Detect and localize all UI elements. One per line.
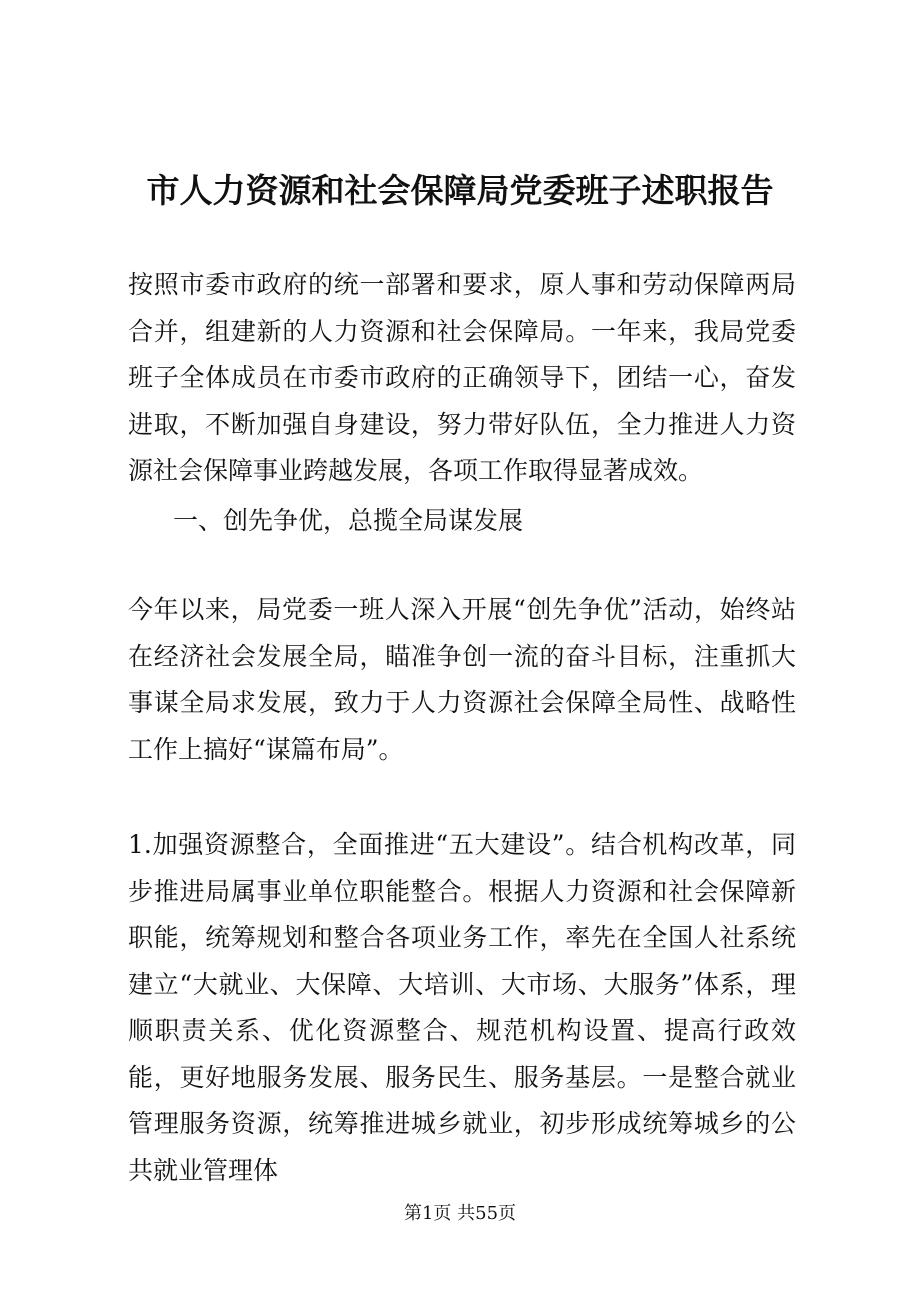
paragraph-section-1: 今年以来，局党委一班人深入开展“创先争优”活动，始终站在经济社会发展全局，瞄准争创一流的奋斗目标，注重抓大事谋全局求发展，致力于人力资源社会保障全局性、战略性工作上搞好“谋篇布局”。: [128, 595, 796, 764]
paragraph-item-1: 1.加强资源整合，全面推进“五大建设”。结合机构改革，同步推进局属事业单位职能整合。根据人力资源和社会保障新职能，统筹规划和整合各项业务工作，率先在全国人社系统建立“大就业、大保障、大培训、大市场、大服务”体系，理顺职责关系、优化资源整合、规范机构设置、提高行政效能，更好地服务发展、服务民生、服务基层。一是整合就业管理服务资源，统筹推进城乡就业，初步形成统筹城乡的公共就业管理体: [128, 830, 796, 1185]
page-number: 第1页 共55页: [403, 1203, 517, 1224]
section-heading: 一、创先争优，总揽全局谋发展: [173, 506, 524, 535]
document-title: 市人力资源和社会保障局党委班子述职报告: [146, 171, 774, 210]
paragraph-intro: 按照市委市政府的统一部署和要求，原人事和劳动保障两局合并，组建新的人力资源和社会保障局。一年来，我局党委班子全体成员在市委市政府的正确领导下，团结一心，奋发进取，不断加强自身建设，努力带好队伍，全力推进人力资源社会保障事业跨越发展，各项工作取得显著成效。: [128, 270, 796, 485]
